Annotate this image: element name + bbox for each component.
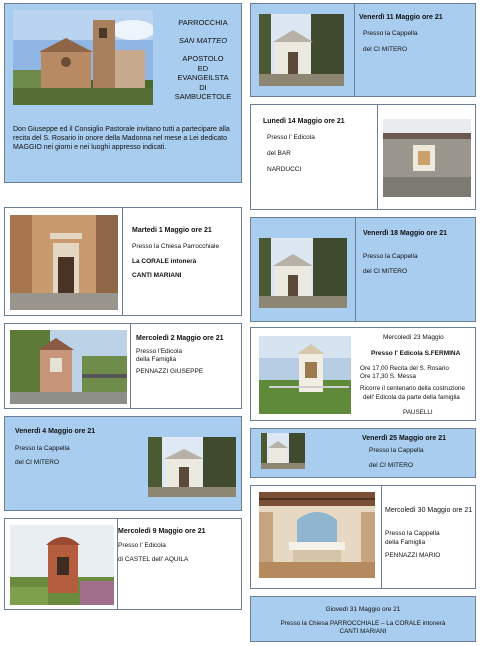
event-date: Venerdì 4 Maggio ore 21 (15, 428, 96, 435)
cemetery-chapel-photo (261, 433, 305, 469)
event-line: Presso l' Edicola (118, 542, 166, 549)
event-line: Presso l' Edicola S.FERMINA (371, 350, 461, 357)
header-line5: EVANGEILSTA (177, 73, 229, 82)
event-line: Ore 17,00 Recita del S. Rosario (360, 365, 449, 372)
final-event-card (250, 596, 476, 642)
event-line: di CASTEL dell' AQUILA (118, 556, 189, 563)
town-name: SAMBUCETOLE (174, 92, 232, 101)
parish-church-door-photo (10, 215, 118, 310)
event-date: Mercoledì 23 Maggio (383, 334, 444, 341)
event-date: Martedi 1 Maggio ore 21 (132, 227, 212, 234)
event-date: Lunedì 14 Maggio ore 21 (263, 118, 345, 125)
event-card (250, 485, 476, 589)
event-card (250, 428, 476, 478)
event-line: del CI MITERO (369, 462, 414, 469)
event-line: Presso la Cappella (369, 447, 424, 454)
event-line: del CI MITERO (363, 46, 408, 53)
event-card (250, 104, 476, 210)
cemetery-chapel-photo (148, 437, 236, 497)
event-line: Presso la Chiesa PARROCCHIALE – La CORALE intonerà (280, 620, 446, 627)
intro-text: Don Giuseppe ed il Consiglio Pastorale invitano tutti a partecipare alla recita del S. Rosario in onore della Madonna nel mese a Lei dedicato MAGGIO nei giorni e nei luoghi appresso indicati. (13, 126, 230, 151)
parish-label: PARROCCHIA (178, 18, 228, 27)
event-line: Presso la Cappella (363, 30, 418, 37)
event-card (250, 327, 476, 421)
event-line: Presso la Chiesa Parrocchiale (132, 243, 220, 250)
event-line: PAUSELLI (403, 409, 433, 416)
event-line: del CI MITERO (363, 268, 408, 275)
event-line: Presso l' Edicola (267, 134, 315, 141)
event-date: Mercoledì 30 Maggio ore 21 (385, 507, 473, 514)
event-line: Presso la Cappella (363, 253, 418, 260)
saint-name: SAN MATTEO (178, 36, 228, 45)
event-line: La CORALE intonerà (132, 258, 197, 265)
event-card (4, 207, 242, 316)
sfermina-shrine-photo (259, 336, 351, 414)
event-line: del BAR (267, 150, 291, 157)
event-date: Venerdì 18 Maggio ore 21 (363, 230, 448, 237)
event-card (4, 323, 242, 409)
event-line: Presso la Cappella (385, 530, 440, 537)
event-date: Mercoledì 9 Maggio ore 21 (118, 528, 206, 535)
event-line: della Famiglia (385, 539, 426, 546)
cemetery-chapel-photo (259, 14, 344, 86)
church-photo (13, 10, 153, 105)
castel-shrine-photo (10, 525, 114, 605)
event-line: CANTI MARIANI (132, 272, 182, 279)
event-line: Ore 17,30 S. Messa (360, 373, 416, 380)
event-date: Venerdì 25 Maggio ore 21 (362, 435, 447, 442)
cemetery-chapel-photo (259, 238, 347, 308)
bar-shrine-photo (383, 119, 471, 197)
event-line: dell' Edicola da parte della famiglia (363, 394, 460, 401)
event-card (4, 416, 242, 511)
event-line: del CI MITERO (15, 459, 60, 466)
event-line: Presso la Cappella (15, 445, 70, 452)
event-line: Ricorre il centenario della costruzione (360, 385, 465, 392)
event-line: CANTI MARIANI (339, 628, 387, 635)
shrine-photo (10, 330, 127, 404)
event-date: Giovedì 31 Maggio ore 21 (325, 606, 401, 613)
parish-header (4, 3, 242, 183)
event-line: PENNAZZI MARIO (385, 552, 441, 559)
event-date: Mercoledì 2 Maggio ore 21 (136, 335, 224, 342)
family-chapel-interior-photo (259, 492, 375, 578)
header-line6: DI (199, 82, 207, 92)
header-line3: APOSTOLO (182, 54, 224, 63)
event-card (4, 518, 242, 610)
event-line: della Famiglia (136, 356, 177, 363)
header-line4: ED (197, 63, 209, 73)
event-line: NARDUCCI (267, 166, 302, 173)
event-date: Venerdì 11 Maggio ore 21 (359, 14, 443, 21)
event-line: PENNAZZI GIUSEPPE (136, 368, 204, 375)
event-card (250, 217, 476, 322)
event-card (250, 3, 476, 97)
event-line: Presso l'Edicola (136, 348, 183, 355)
